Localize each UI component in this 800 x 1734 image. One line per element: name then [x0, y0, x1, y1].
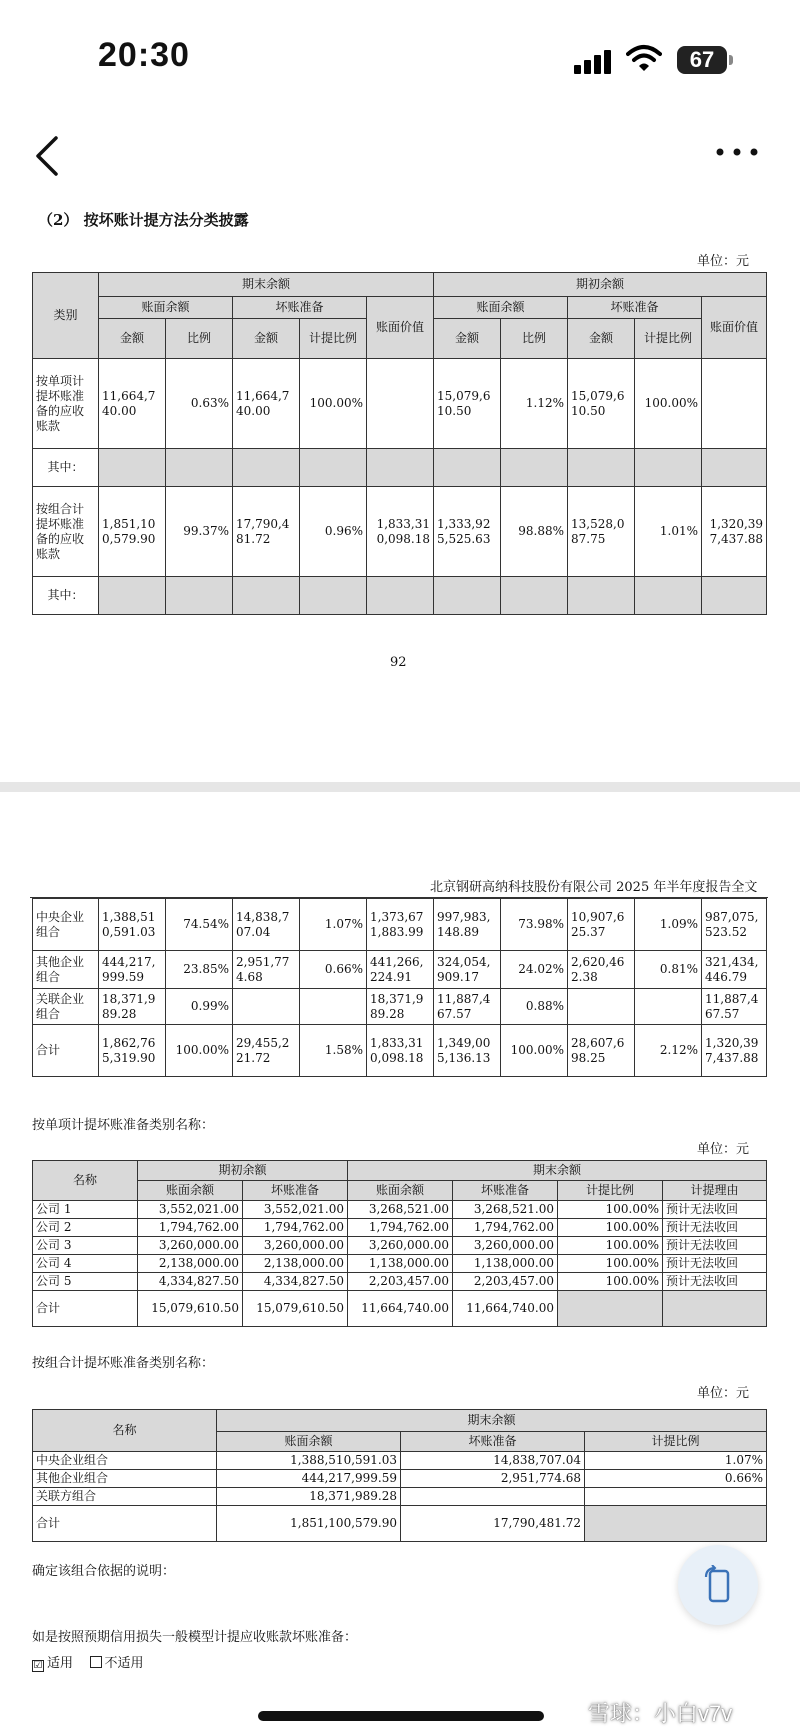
table-cell: 0.66%	[585, 1470, 767, 1488]
table-row	[33, 1219, 767, 1237]
table-cell: 1.07%	[300, 899, 367, 951]
document-page-1	[0, 190, 800, 782]
applicable-label: 适用	[47, 1656, 74, 1671]
cellular-signal-icon	[574, 48, 614, 74]
table-cell: 2,138,000.00	[138, 1255, 243, 1273]
header-name: 名称	[33, 1410, 217, 1452]
table-cell: 100.00%	[558, 1273, 663, 1291]
table-cell: 1,349,005,136.13	[434, 1025, 501, 1077]
row-label: 公司 3	[33, 1237, 138, 1255]
table-cell: 1.58%	[300, 1025, 367, 1077]
more-options-icon[interactable]	[714, 146, 760, 158]
table-cell: 11,664,740.00	[348, 1291, 453, 1327]
row-label: 其中：	[33, 577, 99, 615]
table-cell: 100.00%	[558, 1201, 663, 1219]
unit-label: 单位：元	[697, 1386, 750, 1401]
header-provision-ratio: 计提比例	[558, 1181, 663, 1201]
row-label: 按单项计提坏账准备的应收账款	[33, 359, 99, 449]
table-row	[33, 1488, 767, 1506]
combo-basis-note: 确定该组合依据的说明：	[32, 1564, 176, 1579]
header-net-value: 账面价值	[702, 297, 767, 359]
single-provision-title: 按单项计提坏账准备类别名称：	[32, 1118, 215, 1133]
row-label: 关联方组合	[33, 1488, 217, 1506]
table-cell: 3,260,000.00	[138, 1237, 243, 1255]
header-ratio: 比例	[501, 319, 568, 359]
table-cell: 11,664,740.00	[453, 1291, 558, 1327]
table-cell: 73.98%	[501, 899, 568, 951]
table-cell: 1,373,671,883.99	[367, 899, 434, 951]
header-provision-ratio: 计提比例	[585, 1432, 767, 1452]
table-cell: 预计无法收回	[663, 1273, 767, 1291]
nav-bar	[0, 120, 800, 190]
row-label: 其他企业组合	[33, 951, 99, 989]
header-bad-debt: 坏账准备	[568, 297, 702, 319]
table-row	[33, 577, 767, 615]
table-cell: 2.12%	[635, 1025, 702, 1077]
row-label: 中央企业组合	[33, 1452, 217, 1470]
row-label: 合计	[33, 1025, 99, 1077]
table-cell	[166, 577, 233, 615]
table-cell: 3,260,000.00	[243, 1237, 348, 1255]
table-cell: 3,552,021.00	[243, 1201, 348, 1219]
ecl-model-note: 如是按照预期信用损失一般模型计提应收账款坏账准备：	[32, 1630, 358, 1645]
applicability-options	[32, 1652, 144, 1672]
status-bar	[0, 0, 800, 110]
header-bad-debt: 坏账准备	[401, 1432, 585, 1452]
table-cell: 29,455,221.72	[233, 1025, 300, 1077]
table-cell: 15,079,610.50	[568, 359, 635, 449]
table-cell: 2,203,457.00	[348, 1273, 453, 1291]
combo-provision-title: 按组合计提坏账准备类别名称：	[32, 1356, 215, 1371]
table-cell: 1,794,762.00	[138, 1219, 243, 1237]
table-cell	[99, 577, 166, 615]
header-end-balance: 期末余额	[217, 1410, 767, 1432]
applicable-checkbox	[32, 1656, 73, 1671]
header-book-balance: 账面余额	[348, 1181, 453, 1201]
row-label: 其中：	[33, 449, 99, 487]
table-row	[33, 1201, 767, 1219]
checkbox-empty-icon	[90, 1656, 102, 1668]
table-cell: 321,434,446.79	[702, 951, 767, 989]
table-cell: 15,079,610.50	[138, 1291, 243, 1327]
table-cell: 24.02%	[501, 951, 568, 989]
table-row	[33, 1273, 767, 1291]
table-cell: 100.00%	[635, 359, 702, 449]
table-cell: 1,320,397,437.88	[702, 487, 767, 577]
table-cell: 444,217,999.59	[99, 951, 166, 989]
unit-label: 单位：元	[697, 254, 750, 269]
header-book-balance: 账面余额	[99, 297, 233, 319]
table-cell	[702, 577, 767, 615]
table-cell: 1,833,310,098.18	[367, 487, 434, 577]
table-cell: 23.85%	[166, 951, 233, 989]
table-cell: 99.37%	[166, 487, 233, 577]
table-cell	[568, 577, 635, 615]
table-cell: 14,838,707.04	[401, 1452, 585, 1470]
table-cell: 2,951,774.68	[233, 951, 300, 989]
table-cell	[568, 449, 635, 487]
table-cell: 2,951,774.68	[401, 1470, 585, 1488]
table-cell: 0.96%	[300, 487, 367, 577]
not-applicable-checkbox	[90, 1656, 144, 1671]
header-provision-reason: 计提理由	[663, 1181, 767, 1201]
table-cell: 1,794,762.00	[348, 1219, 453, 1237]
header-bad-debt: 坏账准备	[233, 297, 367, 319]
header-name: 名称	[33, 1161, 138, 1201]
table-cell: 3,268,521.00	[348, 1201, 453, 1219]
table-cell: 2,203,457.00	[453, 1273, 558, 1291]
checkbox-checked-icon: ☑	[33, 1660, 43, 1671]
header-amount: 金额	[434, 319, 501, 359]
table-cell	[300, 577, 367, 615]
table-row	[33, 1025, 767, 1077]
table-cell: 3,260,000.00	[453, 1237, 558, 1255]
table-row	[33, 449, 767, 487]
table-cell: 预计无法收回	[663, 1201, 767, 1219]
table-cell: 0.81%	[635, 951, 702, 989]
table-cell	[635, 989, 702, 1025]
header-end-balance: 期末余额	[348, 1161, 767, 1181]
table-cell: 11,664,740.00	[99, 359, 166, 449]
table-cell	[367, 359, 434, 449]
table-cell: 100.00%	[166, 1025, 233, 1077]
table-cell: 1.07%	[585, 1452, 767, 1470]
table-cell: 74.54%	[166, 899, 233, 951]
single-provision-table	[32, 1160, 767, 1327]
watermark: 雪球：小白v7v	[588, 1701, 733, 1726]
header-provision-ratio: 计提比例	[635, 319, 702, 359]
table-cell: 4,334,827.50	[243, 1273, 348, 1291]
header-provision-ratio: 计提比例	[300, 319, 367, 359]
table-cell: 13,528,087.75	[568, 487, 635, 577]
header-category: 类别	[33, 273, 99, 359]
row-label: 其他企业组合	[33, 1470, 217, 1488]
table-cell: 1,333,925,525.63	[434, 487, 501, 577]
header-amount: 金额	[233, 319, 300, 359]
table-cell: 15,079,610.50	[434, 359, 501, 449]
header-begin-balance: 期初余额	[138, 1161, 348, 1181]
header-end-balance: 期末余额	[99, 273, 434, 297]
table-cell: 18,371,989.28	[367, 989, 434, 1025]
phone-rotate-icon	[700, 1565, 736, 1605]
table-cell: 1.01%	[635, 487, 702, 577]
header-net-value: 账面价值	[367, 297, 434, 359]
table-cell	[635, 449, 702, 487]
table-row	[33, 1255, 767, 1273]
table-cell: 11,887,467.57	[434, 989, 501, 1025]
classification-table-continued	[32, 898, 767, 1077]
table-cell: 3,260,000.00	[348, 1237, 453, 1255]
table-cell: 1,851,100,579.90	[99, 487, 166, 577]
header-book-balance: 账面余额	[434, 297, 568, 319]
header-bad-debt: 坏账准备	[243, 1181, 348, 1201]
table-cell: 100.00%	[558, 1237, 663, 1255]
table-cell: 18,371,989.28	[217, 1488, 401, 1506]
table-cell: 441,266,224.91	[367, 951, 434, 989]
table-cell	[300, 449, 367, 487]
home-indicator	[258, 1711, 544, 1721]
table-cell: 444,217,999.59	[217, 1470, 401, 1488]
table-cell	[233, 989, 300, 1025]
table-cell: 14,838,707.04	[233, 899, 300, 951]
combo-provision-table	[32, 1409, 767, 1542]
row-label: 公司 1	[33, 1201, 138, 1219]
table-cell: 0.99%	[166, 989, 233, 1025]
table-cell: 100.00%	[558, 1219, 663, 1237]
header-book-balance: 账面余额	[138, 1181, 243, 1201]
table-cell: 1.09%	[635, 899, 702, 951]
table-cell: 1,794,762.00	[243, 1219, 348, 1237]
table-cell: 2,620,462.38	[568, 951, 635, 989]
table-cell: 100.00%	[300, 359, 367, 449]
table-cell	[233, 577, 300, 615]
row-label: 关联企业组合	[33, 989, 99, 1025]
table-row	[33, 359, 767, 449]
table-cell: 3,552,021.00	[138, 1201, 243, 1219]
table-cell	[635, 577, 702, 615]
table-row	[33, 1452, 767, 1470]
table-cell: 1,833,310,098.18	[367, 1025, 434, 1077]
table-row	[33, 1291, 767, 1327]
table-cell: 100.00%	[501, 1025, 568, 1077]
table-cell	[702, 449, 767, 487]
table-cell: 15,079,610.50	[243, 1291, 348, 1327]
status-time: 20:30	[98, 36, 190, 74]
section-title: （2） 按坏账计提方法分类披露	[38, 211, 249, 229]
table-cell: 17,790,481.72	[401, 1506, 585, 1542]
table-cell	[367, 449, 434, 487]
floating-rotate-button[interactable]	[678, 1545, 758, 1625]
table-cell	[568, 989, 635, 1025]
not-applicable-label: 不适用	[104, 1656, 144, 1671]
table-cell: 预计无法收回	[663, 1237, 767, 1255]
table-cell: 0.63%	[166, 359, 233, 449]
table-cell	[501, 449, 568, 487]
table-cell: 18,371,989.28	[99, 989, 166, 1025]
table-cell	[585, 1488, 767, 1506]
row-label: 公司 5	[33, 1273, 138, 1291]
table-cell: 98.88%	[501, 487, 568, 577]
table-cell: 预计无法收回	[663, 1219, 767, 1237]
table-cell	[585, 1506, 767, 1542]
table-row	[33, 899, 767, 951]
table-cell: 987,075,523.52	[702, 899, 767, 951]
header-ratio: 比例	[166, 319, 233, 359]
back-chevron-icon[interactable]	[30, 135, 64, 177]
battery-indicator: 67	[677, 46, 727, 74]
table-cell	[166, 449, 233, 487]
row-label: 合计	[33, 1506, 217, 1542]
table-cell	[367, 577, 434, 615]
table-row	[33, 989, 767, 1025]
table-row	[33, 951, 767, 989]
battery-tip	[729, 55, 733, 65]
table-cell	[233, 449, 300, 487]
table-cell: 1,138,000.00	[348, 1255, 453, 1273]
table-cell	[663, 1291, 767, 1327]
table-cell: 1.12%	[501, 359, 568, 449]
table-cell: 0.66%	[300, 951, 367, 989]
table-cell	[501, 577, 568, 615]
table-cell: 4,334,827.50	[138, 1273, 243, 1291]
table-cell: 997,983,148.89	[434, 899, 501, 951]
table-cell	[300, 989, 367, 1025]
table-cell	[434, 449, 501, 487]
row-label: 合计	[33, 1291, 138, 1327]
header-book-balance: 账面余额	[217, 1432, 401, 1452]
table-cell: 1,862,765,319.90	[99, 1025, 166, 1077]
table-cell	[558, 1291, 663, 1327]
table-cell: 1,320,397,437.88	[702, 1025, 767, 1077]
row-label: 公司 2	[33, 1219, 138, 1237]
report-header: 北京钢研高纳科技股份有限公司 2025 年半年度报告全文	[430, 880, 758, 895]
table-cell: 2,138,000.00	[243, 1255, 348, 1273]
table-row	[33, 487, 767, 577]
row-label: 按组合计提坏账准备的应收账款	[33, 487, 99, 577]
table-cell: 11,887,467.57	[702, 989, 767, 1025]
page-number: 92	[390, 655, 407, 670]
table-cell	[434, 577, 501, 615]
table-cell: 预计无法收回	[663, 1255, 767, 1273]
row-label: 公司 4	[33, 1255, 138, 1273]
table-cell: 1,138,000.00	[453, 1255, 558, 1273]
table-cell: 1,794,762.00	[453, 1219, 558, 1237]
table-cell: 17,790,481.72	[233, 487, 300, 577]
header-amount: 金额	[99, 319, 166, 359]
table-cell: 1,851,100,579.90	[217, 1506, 401, 1542]
table-cell: 3,268,521.00	[453, 1201, 558, 1219]
table-cell: 11,664,740.00	[233, 359, 300, 449]
unit-label: 单位：元	[697, 1142, 750, 1157]
header-bad-debt: 坏账准备	[453, 1181, 558, 1201]
header-begin-balance: 期初余额	[434, 273, 767, 297]
table-cell: 10,907,625.37	[568, 899, 635, 951]
table-cell: 28,607,698.25	[568, 1025, 635, 1077]
table-cell: 0.88%	[501, 989, 568, 1025]
table-row	[33, 1470, 767, 1488]
table-row	[33, 1237, 767, 1255]
table-cell: 1,388,510,591.03	[217, 1452, 401, 1470]
table-cell: 1,388,510,591.03	[99, 899, 166, 951]
wifi-icon	[626, 44, 662, 74]
table-cell: 100.00%	[558, 1255, 663, 1273]
row-label: 中央企业组合	[33, 899, 99, 951]
table-cell	[401, 1488, 585, 1506]
table-row	[33, 1506, 767, 1542]
header-amount: 金额	[568, 319, 635, 359]
classification-table	[32, 272, 767, 615]
page-separator	[0, 782, 800, 792]
table-cell	[702, 359, 767, 449]
table-cell: 324,054,909.17	[434, 951, 501, 989]
table-cell	[99, 449, 166, 487]
